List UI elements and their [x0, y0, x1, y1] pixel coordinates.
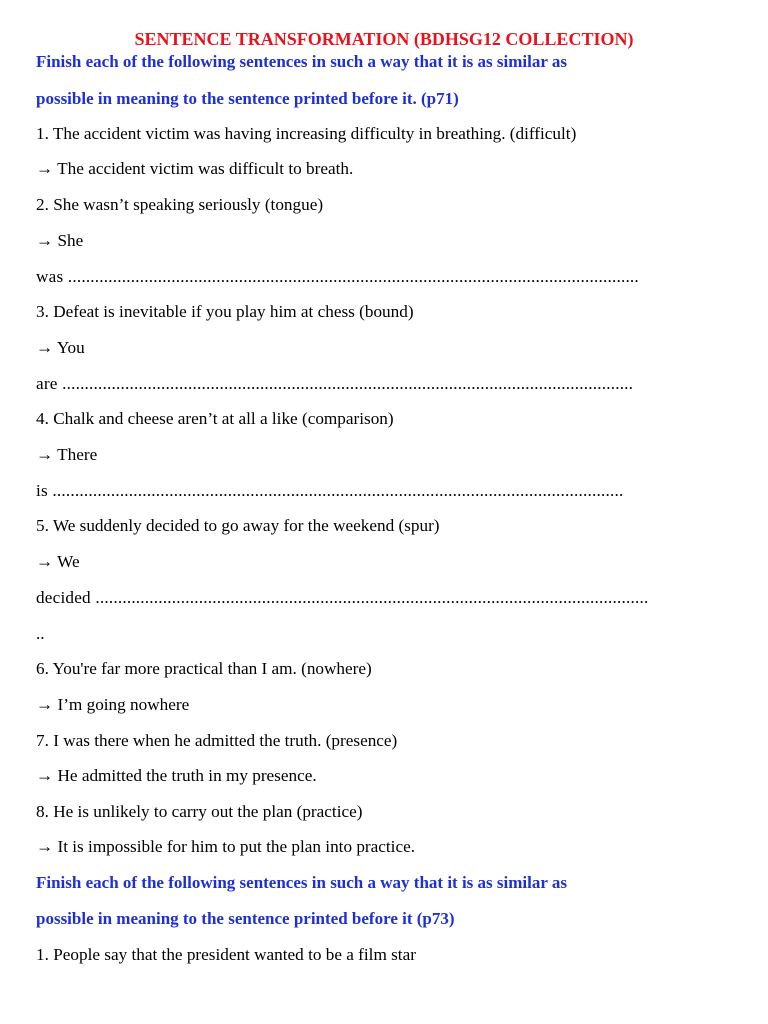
question-2: 2. She wasn’t speaking seriously (tongue): [36, 195, 324, 214]
page-title: SENTENCE TRANSFORMATION (BDHSG12 COLLECTION): [134, 29, 634, 49]
answer-4: → There: [36, 445, 98, 464]
question-3: 3. Defeat is inevitable if you play him at chess (bound): [36, 302, 414, 321]
instruction2-line-2: possible in meaning to the sentence printed before it (p73): [36, 909, 455, 928]
instruction2-line-1: Finish each of the following sentences in such a way that it is as similar as: [36, 873, 567, 892]
question-4: 4. Chalk and cheese aren’t at all a like (comparison): [36, 409, 394, 428]
question-7: 7. I was there when he admitted the truth. (presence): [36, 731, 398, 750]
answer-7: → He admitted the truth in my presence.: [36, 766, 317, 785]
answer-4-blank: is ...............................................................................................................................: [36, 481, 624, 500]
answer-6: → I’m going nowhere: [36, 695, 190, 714]
section2-question-1: 1. People say that the president wanted to be a film star: [36, 945, 416, 964]
answer-2: → She: [36, 231, 84, 250]
answer-5: → We: [36, 552, 80, 571]
answer-3-blank: are ...............................................................................................................................: [36, 374, 634, 393]
answer-5-blank: decided ...........................................................................................................................: [36, 588, 649, 607]
instruction-line-1: Finish each of the following sentences in such a way that it is as similar as: [36, 52, 567, 71]
question-1: 1. The accident victim was having increasing difficulty in breathing. (difficult): [36, 124, 577, 143]
answer-5-blank-cont: ..: [36, 624, 45, 643]
question-6: 6. You're far more practical than I am. (nowhere): [36, 659, 372, 678]
answer-2-blank: was ...............................................................................................................................: [36, 267, 639, 286]
answer-1: → The accident victim was difficult to breath.: [36, 159, 354, 178]
question-8: 8. He is unlikely to carry out the plan (practice): [36, 802, 363, 821]
question-5: 5. We suddenly decided to go away for the weekend (spur): [36, 516, 440, 535]
answer-8: → It is impossible for him to put the plan into practice.: [36, 837, 416, 856]
instruction-line-2: possible in meaning to the sentence printed before it. (p71): [36, 89, 459, 108]
answer-3: → You: [36, 338, 85, 357]
